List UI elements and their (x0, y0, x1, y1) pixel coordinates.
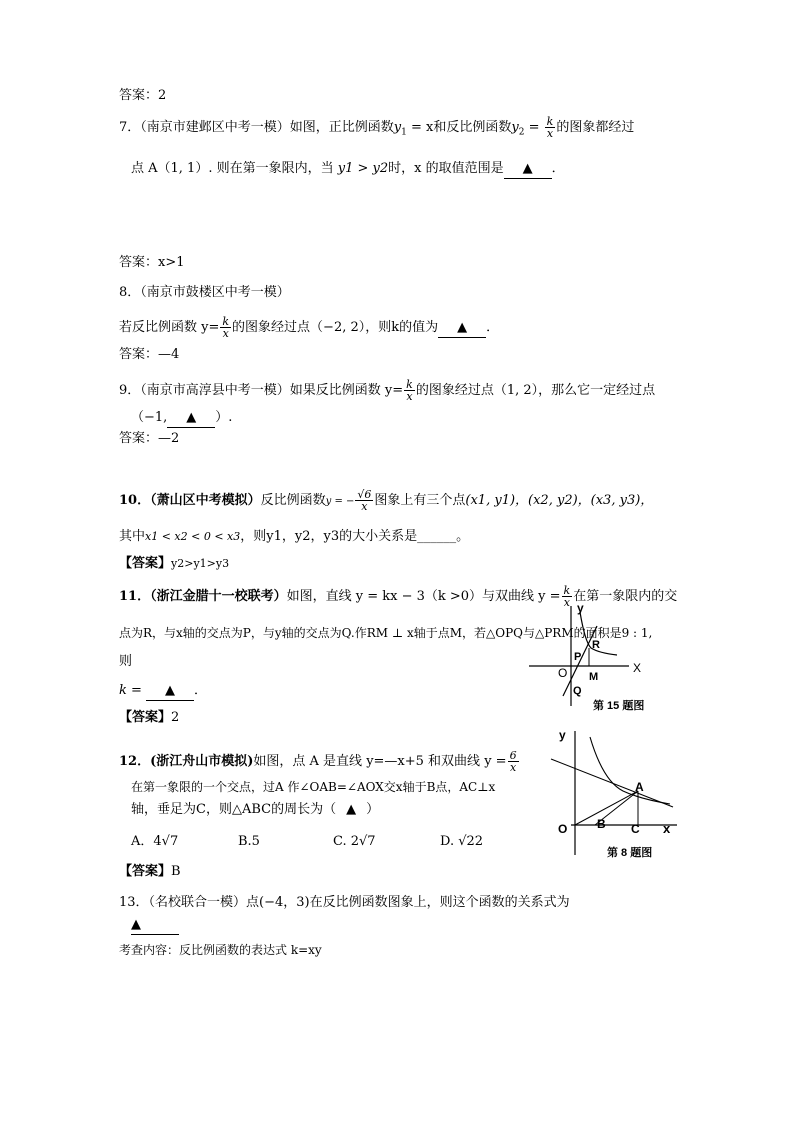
answer-mark: ▲ (346, 802, 357, 817)
question-7-line-2: 点 A（1, 1）. 则在第一象限内，当 y1 > y2时，x 的取值范围是 ▲ ． (131, 160, 565, 179)
answer-blank: ▲ (131, 916, 179, 935)
fraction-k-over-x: $\frac{k}{x}$ (546, 115, 554, 140)
answer-11: 【答案】2 (119, 710, 180, 725)
question-9-line-2: （−1, ▲ ）. (131, 409, 232, 428)
figure-caption: 第 15 题图 (593, 700, 645, 712)
question-11-figure (525, 598, 665, 713)
point-p-label: P (574, 651, 582, 663)
origin-label: O (558, 822, 568, 836)
fraction-sqrt6-over-x: $\frac{√6}{x}$ (357, 488, 372, 513)
question-11-line-2: 点为R，与x轴的交点为P，与y轴的交点为Q.作RM ⊥ x轴于点M，若△OPQ与△PRM的面积是9 : 1, (119, 626, 653, 640)
question-13-line-1: 13．（名校联合一模）点(−4，3)在反比例函数图象上，则这个函数的关系式为 (119, 895, 570, 910)
point-b-label: B (597, 817, 606, 831)
question-7-line-1: 7．（南京市建邺区中考一模）如图，正比例函数$y_1 = x$和反比例函数$y_2$ = $\frac{k}{x}$ 的图象都经过 (119, 115, 635, 140)
y-axis-label: y (559, 728, 566, 742)
answer-blank: ▲ (167, 409, 215, 428)
x-axis-label: X (633, 661, 642, 675)
oa-segment (575, 791, 638, 825)
question-12-line-3: 轴，垂足为C，则△ABC的周长为（ ▲ ） (131, 802, 380, 817)
question-10-line-1: 10．（萧山区中考模拟）反比例函数y = − $\frac{√6}{x}$ 图象上有三个点(x1, y1)，(x2, y2)，(x3, y3)， (119, 488, 654, 513)
question-12-line-1: 12．(浙江舟山市模拟)如图，点 A 是直线 y=—x+5 和双曲线 y = $\frac{6}{x}$ (119, 749, 517, 774)
answer-9: 答案：—2 (119, 431, 180, 446)
question-11-line-4: k = ▲ ． (119, 682, 207, 701)
question-9-line-1: 9．（南京市高淳县中考一模）如果反比例函数 y= $\frac{k}{x}$ 的图象经过点（1, 2），那么它一定经过点 (119, 378, 656, 403)
option-a: A．4√7 (131, 834, 179, 849)
hyperbola-curve (590, 737, 670, 804)
answer-blank: ______ (417, 529, 457, 544)
question-8-line-1: 若反比例函数 y= $\frac{k}{x}$ 的图象经过点（−2, 2），则k的值为 ▲ ． (119, 315, 500, 340)
x-axis-label: x (663, 821, 671, 836)
answer-6: 答案：2 (119, 88, 167, 103)
point-c-label: C (631, 822, 640, 836)
point-r-label: R (592, 639, 600, 651)
point-q-label: Q (573, 685, 582, 697)
question-12-line-2: 在第一象限的一个交点，过A 作∠OAB=∠AOX交x轴于B点，AC⊥x (131, 780, 496, 794)
answer-10: 【答案】y2>y1>y3 (119, 556, 230, 571)
answer-7: 答案：x>1 (119, 255, 185, 270)
question-13-line-2 (131, 916, 179, 935)
fraction-6-over-x: $\frac{6}{x}$ (509, 749, 517, 774)
question-11-line-3: 则 (119, 654, 133, 669)
answer-blank: ▲ (504, 160, 552, 179)
point-m-label: M (589, 671, 599, 683)
answer-blank: ▲ (146, 682, 194, 701)
question-13-note: 考查内容：反比例函数的表达式 k=xy (119, 943, 322, 957)
option-b: B.5 (238, 834, 260, 849)
fraction-k-over-x: $\frac{k}{x}$ (406, 378, 413, 403)
question-8-title: 8．（南京市鼓楼区中考一模） (119, 285, 290, 300)
answer-8: 答案：—4 (119, 347, 180, 362)
option-d: D. √22 (440, 834, 484, 849)
question-11-line-1: 11．（浙江金腊十一校联考）如图，直线 y = kx − 3（k >0）与双曲线 y = $\frac{k}{x}$ 在第一象限内的交 (119, 584, 678, 609)
origin-label: O (558, 666, 568, 680)
answer-blank: ▲ (438, 319, 486, 338)
y-axis-label: y (577, 601, 584, 615)
option-c: C. 2√7 (333, 834, 376, 849)
fraction-k-over-x: $\frac{k}{x}$ (222, 315, 230, 340)
question-10-line-2: 其中x1 < x2 < 0 < x3，则y1，y2，y3的大小关系是______。 (119, 529, 470, 544)
point-a-label: A (635, 780, 644, 794)
fraction-k-over-x: $\frac{k}{x}$ (563, 584, 571, 609)
question-12-figure (545, 725, 690, 865)
answer-12: 【答案】B (119, 864, 181, 879)
figure-caption: 第 8 题图 (607, 847, 653, 859)
